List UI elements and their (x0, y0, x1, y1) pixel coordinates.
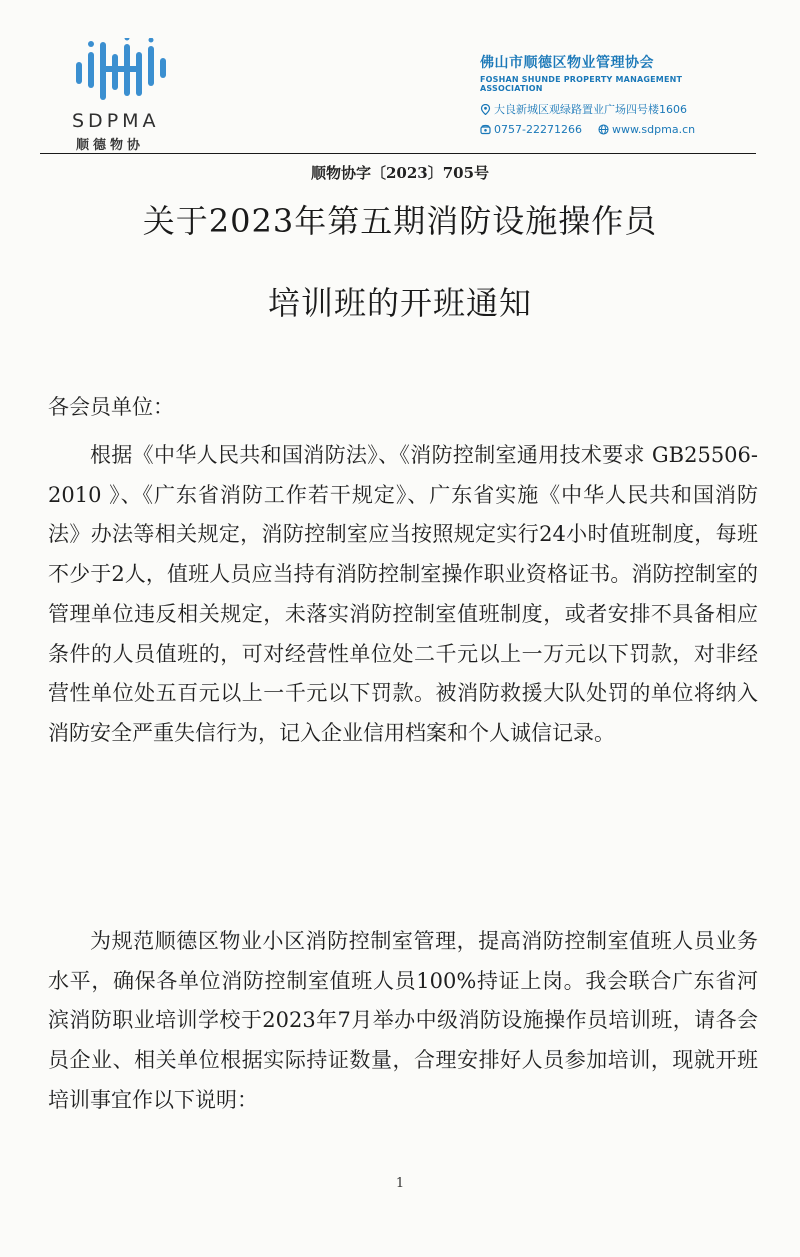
logo-text-en: SDPMA (72, 110, 160, 132)
body-paragraph-2: 为规范顺德区物业小区消防控制室管理，提高消防控制室值班人员业务水平，确保各单位消防控制室值班人员100%持证上岗。我会联合广东省河滨消防职业培训学校于2023年7月举办中级消防设施操作员培训班，请各会员企业、相关单位根据实际持证数量，合理安排好人员参加培训，现就开班培训事宜作以下说明： (48, 929, 758, 1112)
page-number: 1 (395, 1176, 405, 1191)
association-name-cn: 佛山市顺德区物业管理协会 (480, 55, 654, 71)
logo-mark-icon (74, 38, 170, 108)
sdpma-logo (66, 38, 176, 154)
association-name-en: FOSHAN SHUNDE PROPERTY MANAGEMENT ASSOCIATION (480, 75, 683, 93)
association-address (480, 101, 730, 117)
header-divider (40, 153, 756, 154)
document-title-line2: 培训班的开班通知 (267, 284, 532, 322)
address-text: 大良新城区观绿路置业广场四号楼1606 (494, 103, 687, 116)
globe-icon (598, 124, 609, 135)
document-number: 顺物协字〔2023〕705号 (310, 164, 490, 182)
location-icon (480, 104, 491, 115)
phone-icon (480, 124, 491, 135)
salutation: 各会员单位： (48, 395, 174, 419)
association-info (480, 52, 730, 136)
logo-text-cn: 顺德物协 (76, 138, 145, 153)
body-paragraph-1: 根据《中华人民共和国消防法》、《消防控制室通用技术要求 GB25506-2010 》、《广东省消防工作若干规定》、广东省实施《中华人民共和国消防法》办法等相关规定，消防控制室应当按照规定实行24小时值班制度，每班不少于2人，值班人员应当持有消防控制室操作职业资格证书。消防控制室的管理单位违反相关规定，未落实消防控制室值班制度，或者安排不具备相应条件的人员值班的，可对经营性单位处二千元以上一万元以下罚款，对非经营性单位处五百元以上一千元以下罚款。被消防救援大队处罚的单位将纳入消防安全严重失信行为，记入企业信用档案和个人诚信记录。 (48, 443, 758, 745)
phone-text: 0757-22271266 (494, 123, 582, 136)
document-title-line1: 关于2023年第五期消防设施操作员 (142, 202, 658, 240)
association-contact (480, 123, 730, 136)
website-text: www.sdpma.cn (611, 123, 696, 136)
